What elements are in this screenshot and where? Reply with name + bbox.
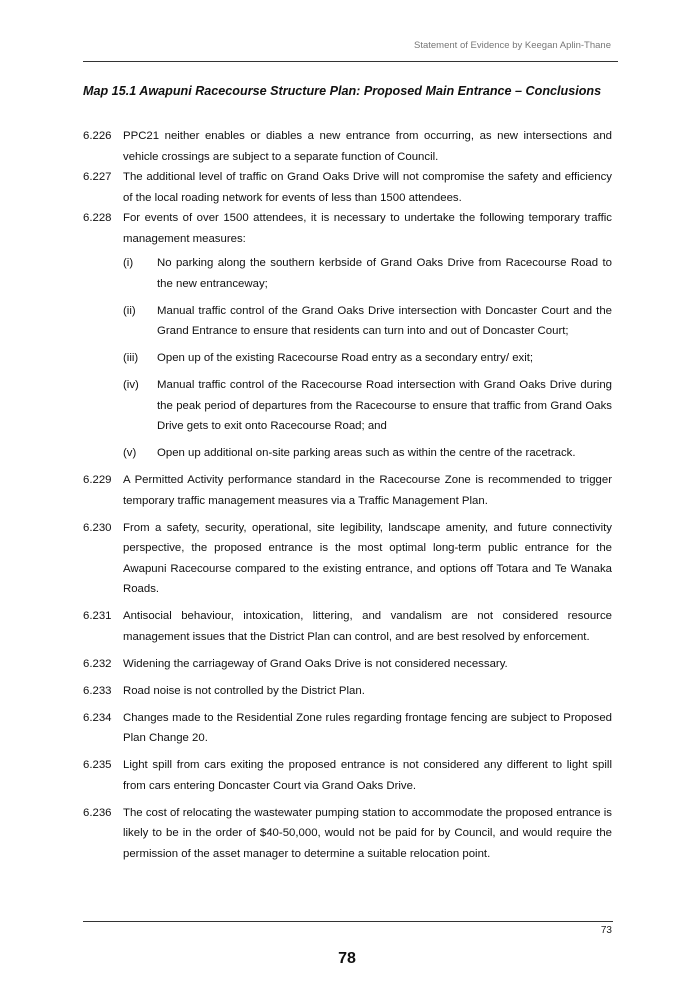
list-item-number: (iii): [123, 352, 139, 364]
paragraph-number: 6.231: [83, 610, 112, 622]
paragraph-6-228: [83, 208, 612, 249]
paragraph-6-234: [83, 708, 612, 749]
paragraph-text: From a safety, security, operational, site legibility, landscape amenity, and future connectivity perspective, the proposed entrance is the most optimal long-term public entrance for the Awapuni Racecourse compared to the existing entrance, and options off Totara and Te Wanaka Roads.: [123, 521, 612, 595]
list-item-number: (ii): [123, 304, 136, 317]
list-item-number: (v): [123, 447, 137, 459]
paragraph-6-229: [83, 470, 612, 511]
paragraph-text: The cost of relocating the wastewater pumping station to accommodate the proposed entrance is likely to be in the order of $40-50,000, would not be paid for by Council, and would require the permission of the asset manager to determine a suitable relocation point.: [123, 806, 612, 860]
paragraph-number: 6.228: [83, 212, 112, 224]
list-item-text: Open up of the existing Racecourse Road entry as a secondary entry/ exit;: [157, 352, 534, 364]
paragraph-number: 6.236: [83, 806, 112, 819]
paragraph-6-232: [83, 654, 612, 675]
list-item-text: Open up additional on-site parking areas such as within the centre of the racetrack.: [157, 447, 576, 459]
list-item-text: Manual traffic control of the Grand Oaks Drive intersection with Doncaster Court and the Grand Entrance to ensure that residents can turn into and out of Doncaster Court;: [157, 304, 612, 337]
paragraph-number: 6.227: [83, 171, 112, 183]
stamp-page-number: 78: [338, 950, 356, 967]
paragraph-6-233: [83, 681, 612, 702]
list-item: [123, 375, 612, 437]
paragraph-6-235: [83, 755, 612, 796]
paragraph-6-230: [83, 518, 612, 600]
paragraph-text: PPC21 neither enables or diables a new entrance from occurring, as new intersections and vehicle crossings are subject to a separate function of Council.: [123, 130, 612, 163]
list-item-number: (i): [123, 257, 134, 269]
section-title: Map 15.1 Awapuni Racecourse Structure Plan: Proposed Main Entrance – Conclusions: [83, 84, 602, 98]
paragraph-number: 6.229: [83, 474, 112, 486]
header-divider: [83, 61, 618, 62]
paragraph-text: The additional level of traffic on Grand Oaks Drive will not compromise the safety and efficiency of the local roading network for events of less than 1500 attendees.: [123, 171, 612, 204]
paragraph-text: Antisocial behaviour, intoxication, littering, and vandalism are not considered resource management issues that the District Plan can control, and are best resolved by enforcement.: [123, 610, 612, 643]
paragraph-number: 6.234: [83, 711, 112, 724]
list-item: [123, 443, 612, 464]
paragraph-6-236: [83, 803, 612, 865]
paragraph-text: Changes made to the Residential Zone rules regarding frontage fencing are subject to Proposed Plan Change 20.: [123, 711, 612, 744]
page-number: 73: [600, 925, 612, 936]
header-text: Statement of Evidence by Keegan Aplin-Thane: [414, 40, 611, 51]
paragraph-text: Widening the carriageway of Grand Oaks Drive is not considered necessary.: [123, 657, 508, 670]
list-item-text: Manual traffic control of the Racecourse Road intersection with Grand Oaks Drive during the peak period of departures from the Racecourse to ensure that traffic from Grand Oaks Drive gets to exit onto Racecourse Road; and: [157, 379, 612, 432]
traffic-measures-list: [123, 253, 612, 464]
list-item: [123, 253, 612, 294]
paragraph-text: Light spill from cars exiting the proposed entrance is not considered any different to light spill from cars entering Doncaster Court via Grand Oaks Drive.: [123, 759, 612, 792]
footer-divider: [83, 921, 613, 922]
paragraph-text: Road noise is not controlled by the District Plan.: [123, 684, 365, 697]
paragraph-number: 6.235: [83, 759, 112, 771]
paragraph-number: 6.230: [83, 521, 112, 534]
paragraph-number: 6.233: [83, 684, 112, 697]
paragraph-6-227: [83, 167, 612, 208]
list-item-text: No parking along the southern kerbside of Grand Oaks Drive from Racecourse Road to the new entranceway;: [157, 257, 612, 290]
list-item: [123, 301, 612, 342]
paragraph-text: For events of over 1500 attendees, it is necessary to undertake the following temporary traffic management measures:: [123, 212, 612, 245]
list-item: [123, 348, 612, 369]
paragraph-6-226: [83, 126, 612, 167]
document-body: [83, 126, 612, 871]
paragraph-6-231: [83, 606, 612, 647]
paragraph-number: 6.226: [83, 130, 112, 142]
list-item-number: (iv): [123, 379, 139, 391]
paragraph-number: 6.232: [83, 657, 112, 670]
paragraph-text: A Permitted Activity performance standard in the Racecourse Zone is recommended to trigger temporary traffic management measures via a Traffic Management Plan.: [123, 474, 612, 507]
